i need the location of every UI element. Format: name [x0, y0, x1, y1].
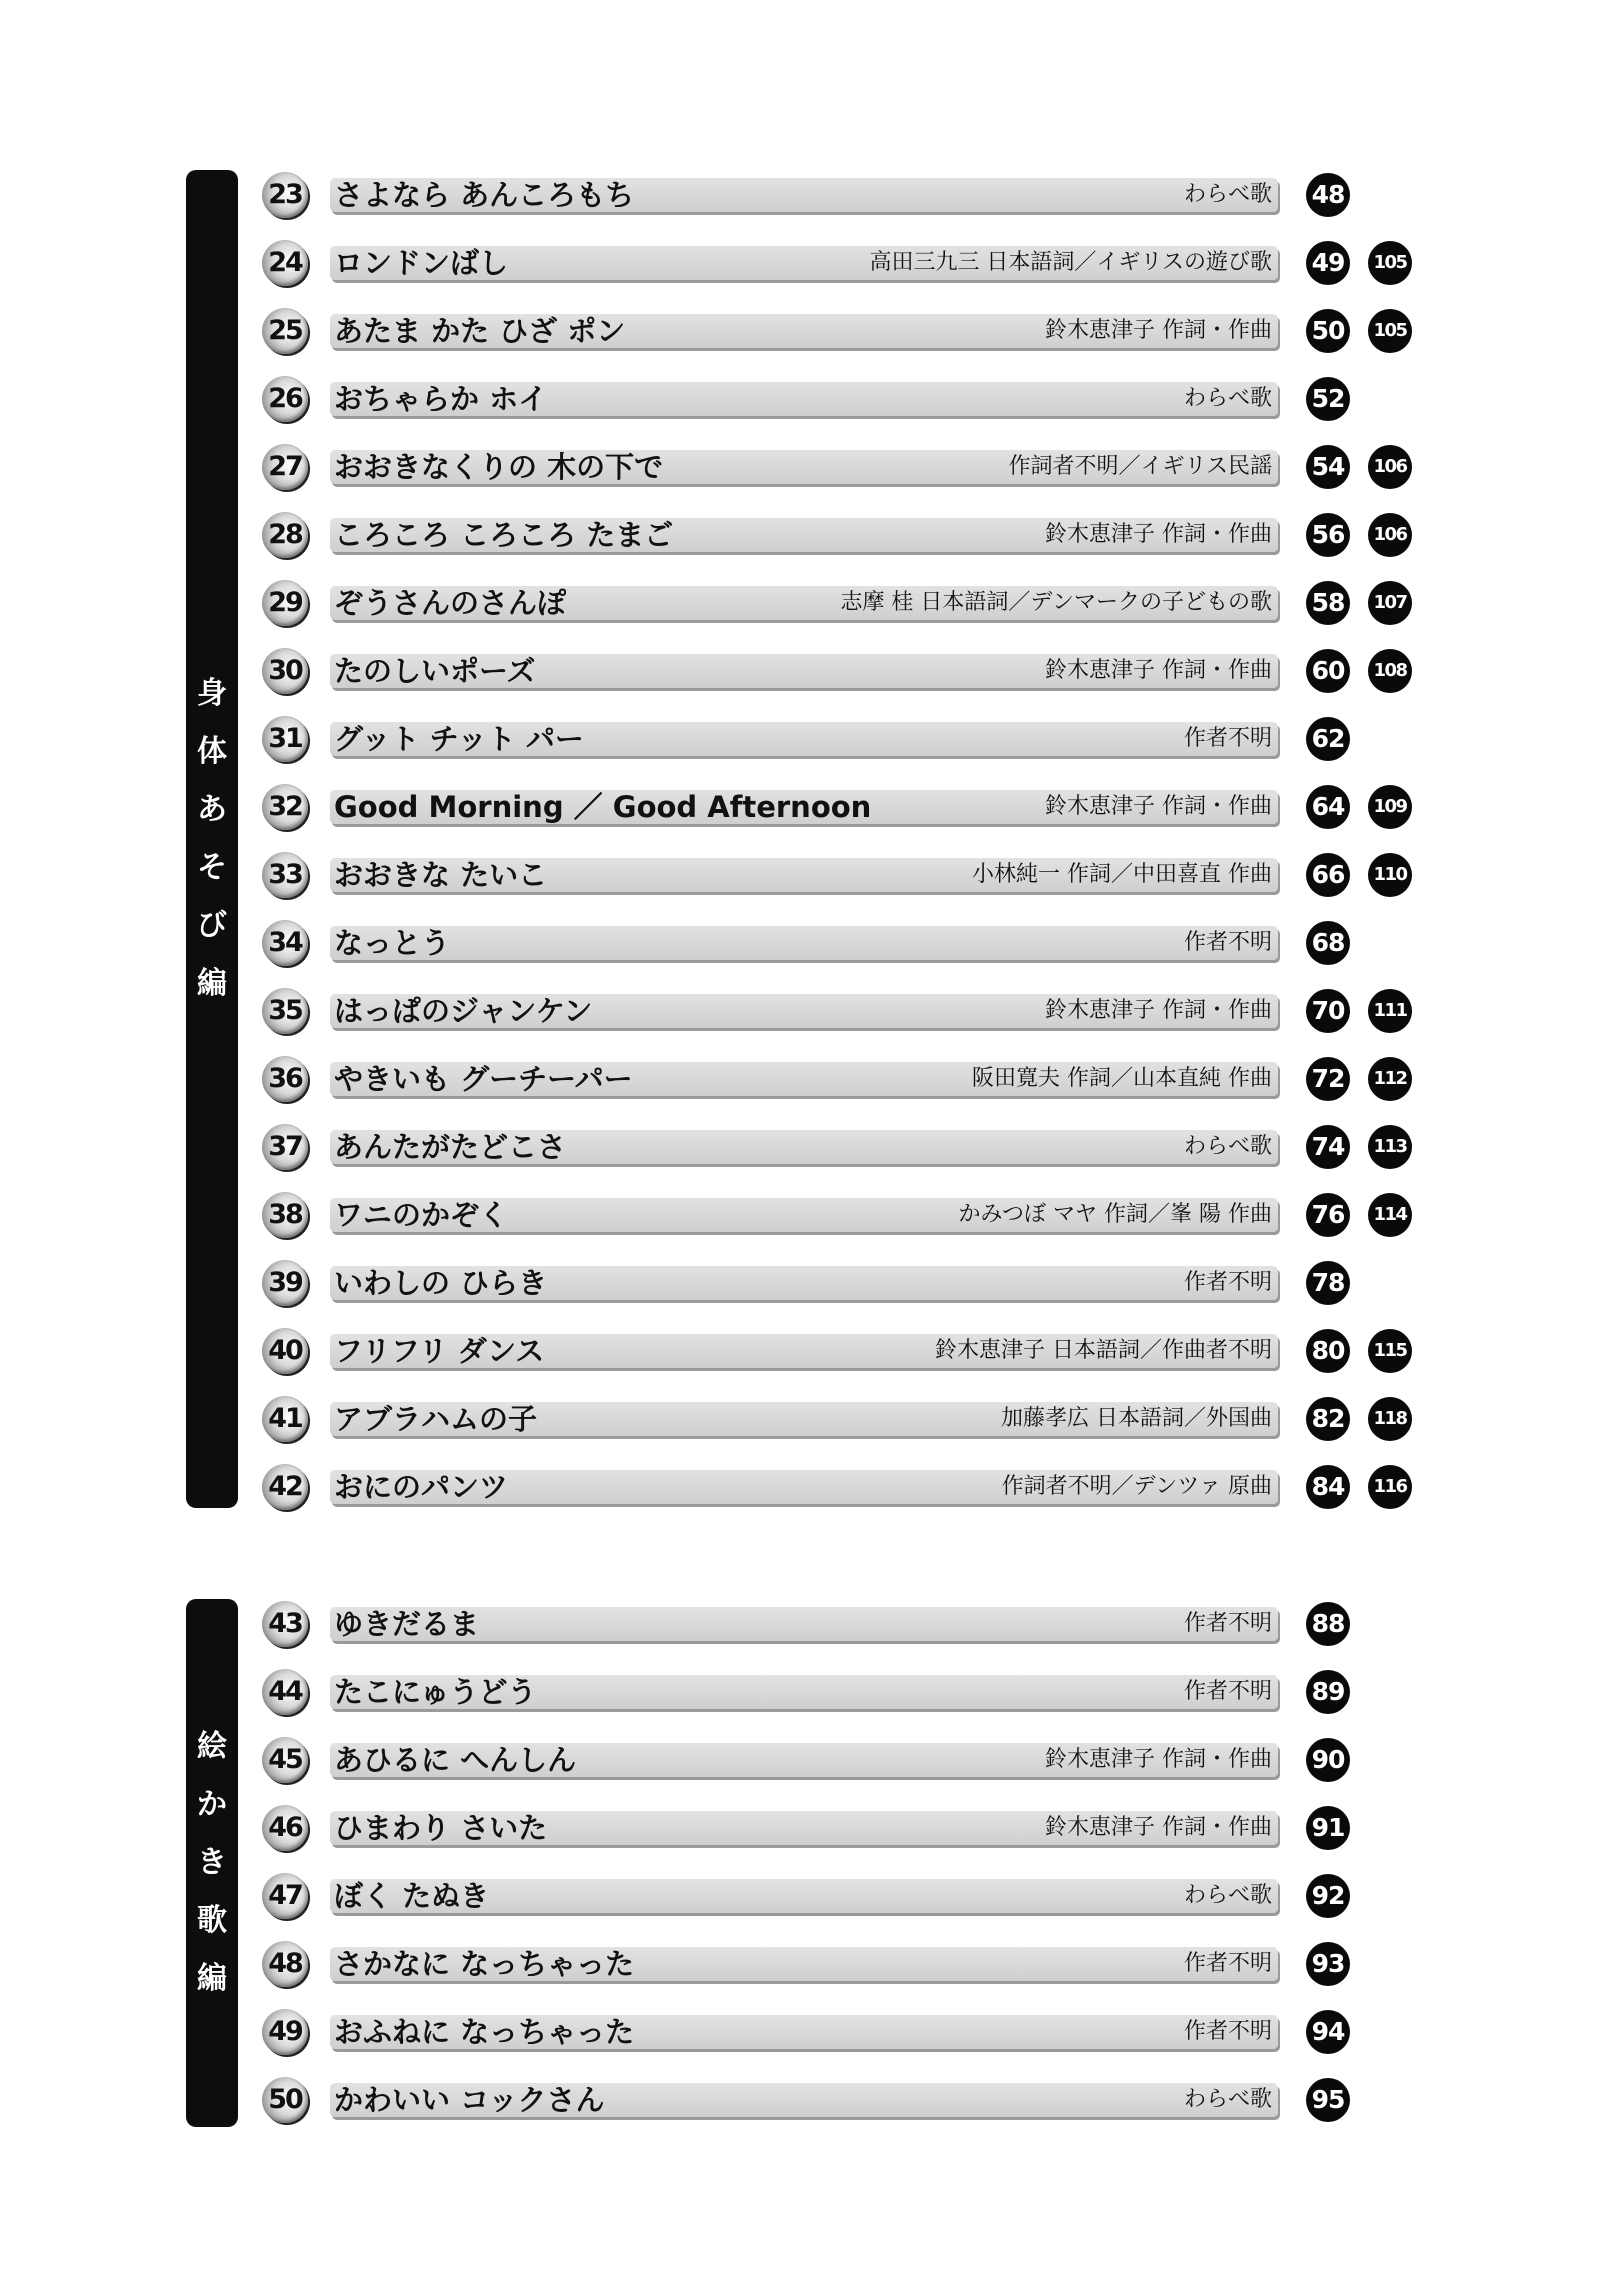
- secondary-page-badge[interactable]: 113: [1368, 1125, 1412, 1169]
- section-tab-body-play: [186, 170, 238, 1508]
- page-number-badge[interactable]: 58: [1306, 581, 1350, 625]
- song-credit: 鈴木恵津子 作詞・作曲: [1045, 318, 1272, 343]
- song-number-badge: 25: [262, 308, 308, 354]
- song-title: なっとう: [334, 926, 451, 960]
- section-tab-drawing-songs: [186, 1599, 238, 2127]
- song-row[interactable]: [262, 1122, 1432, 1172]
- song-credit: 作者不明: [1183, 1611, 1272, 1636]
- song-number-badge: 47: [262, 1873, 308, 1919]
- song-number-badge: 48: [262, 1941, 308, 1987]
- page-number-badge[interactable]: 89: [1306, 1670, 1350, 1714]
- song-title: たこにゅうどう: [334, 1675, 537, 1709]
- song-credit: わらべ歌: [1183, 1134, 1272, 1159]
- secondary-page-badge[interactable]: 118: [1368, 1397, 1412, 1441]
- page-number-badge[interactable]: 64: [1306, 785, 1350, 829]
- song-number-badge: 41: [262, 1396, 308, 1442]
- page-number-badge[interactable]: 76: [1306, 1193, 1350, 1237]
- page-number-badge[interactable]: 66: [1306, 853, 1350, 897]
- song-title: ころころ ころころ たまご: [334, 518, 674, 552]
- secondary-page-badge[interactable]: 111: [1368, 989, 1412, 1033]
- song-number-badge: 45: [262, 1737, 308, 1783]
- secondary-page-badge[interactable]: 109: [1368, 785, 1412, 829]
- song-title: ワニのかぞく: [334, 1198, 509, 1232]
- secondary-page-badge[interactable]: 105: [1368, 309, 1412, 353]
- song-title: おおきなくりの 木の下で: [334, 450, 664, 484]
- song-number-badge: 46: [262, 1805, 308, 1851]
- song-credit: 作者不明: [1183, 930, 1272, 955]
- song-title: あんたがたどこさ: [334, 1130, 567, 1164]
- page-number-badge[interactable]: 95: [1306, 2078, 1350, 2122]
- page-number-badge[interactable]: 92: [1306, 1874, 1350, 1918]
- song-row[interactable]: [262, 1054, 1432, 1104]
- page-number-badge[interactable]: 68: [1306, 921, 1350, 965]
- song-credit: 志摩 桂 日本語詞／デンマークの子どもの歌: [840, 590, 1272, 615]
- page-number-badge[interactable]: 62: [1306, 717, 1350, 761]
- song-credit: 鈴木恵津子 日本語詞／作曲者不明: [935, 1338, 1272, 1363]
- song-title: グット チット パー: [334, 722, 584, 756]
- song-row[interactable]: [262, 1939, 1432, 1989]
- page-number-badge[interactable]: 78: [1306, 1261, 1350, 1305]
- secondary-page-badge[interactable]: 116: [1368, 1465, 1412, 1509]
- section-label-char: 体: [197, 734, 227, 769]
- song-row[interactable]: [262, 238, 1432, 288]
- page-number-badge[interactable]: 94: [1306, 2010, 1350, 2054]
- song-number-badge: 24: [262, 240, 308, 286]
- song-title: あひるに へんしん: [334, 1743, 577, 1777]
- song-row[interactable]: [262, 1258, 1432, 1308]
- secondary-page-badge[interactable]: 110: [1368, 853, 1412, 897]
- song-credit: 鈴木恵津子 作詞・作曲: [1045, 1747, 1272, 1772]
- section-label-char: あ: [197, 792, 227, 827]
- song-credit: 鈴木恵津子 作詞・作曲: [1045, 658, 1272, 683]
- page-number-badge[interactable]: 88: [1306, 1602, 1350, 1646]
- song-title: ロンドンばし: [334, 246, 509, 280]
- song-title: おちゃらか ホイ: [334, 382, 548, 416]
- song-row[interactable]: [262, 1735, 1432, 1785]
- song-credit: 鈴木恵津子 作詞・作曲: [1045, 522, 1272, 547]
- song-number-badge: 44: [262, 1669, 308, 1715]
- song-credit: 加藤孝広 日本語詞／外国曲: [1001, 1406, 1272, 1431]
- song-row[interactable]: [262, 1462, 1432, 1512]
- section-label-char: そ: [197, 850, 227, 885]
- page-number-badge[interactable]: 91: [1306, 1806, 1350, 1850]
- song-number-badge: 43: [262, 1601, 308, 1647]
- secondary-page-badge[interactable]: 106: [1368, 513, 1412, 557]
- song-number-badge: 29: [262, 580, 308, 626]
- song-credit: 阪田寛夫 作詞／山本直純 作曲: [972, 1066, 1272, 1091]
- song-row[interactable]: [262, 578, 1432, 628]
- song-row[interactable]: [262, 714, 1432, 764]
- song-row[interactable]: [262, 1190, 1432, 1240]
- song-title: たのしいポーズ: [334, 654, 536, 688]
- song-row[interactable]: [262, 1599, 1432, 1649]
- song-number-badge: 30: [262, 648, 308, 694]
- song-number-badge: 42: [262, 1464, 308, 1510]
- song-row[interactable]: [262, 374, 1432, 424]
- song-row[interactable]: [262, 646, 1432, 696]
- song-credit: 作者不明: [1183, 1270, 1272, 1295]
- song-credit: 高田三九三 日本語詞／イギリスの遊び歌: [869, 250, 1272, 275]
- page-number-badge[interactable]: 48: [1306, 173, 1350, 217]
- song-title: さかなに なっちゃった: [334, 1947, 635, 1981]
- section-label-char: か: [197, 1787, 227, 1822]
- song-title: さよなら あんころもち: [334, 178, 635, 212]
- song-credit: わらべ歌: [1183, 1883, 1272, 1908]
- secondary-page-badge[interactable]: 108: [1368, 649, 1412, 693]
- page-number-badge[interactable]: 84: [1306, 1465, 1350, 1509]
- song-title: いわしの ひらき: [334, 1266, 548, 1300]
- song-title: アブラハムの子: [334, 1402, 538, 1436]
- song-credit: 作者不明: [1183, 2019, 1272, 2044]
- page-number-badge[interactable]: 56: [1306, 513, 1350, 557]
- song-number-badge: 31: [262, 716, 308, 762]
- song-title: Good Morning ／ Good Afternoon: [334, 790, 872, 824]
- song-title-bar: [330, 926, 1278, 960]
- song-number-badge: 36: [262, 1056, 308, 1102]
- song-title: あたま かた ひざ ポン: [334, 314, 626, 348]
- page-number-badge[interactable]: 50: [1306, 309, 1350, 353]
- song-number-badge: 49: [262, 2009, 308, 2055]
- song-row[interactable]: [262, 1803, 1432, 1853]
- song-title: はっぱのジャンケン: [334, 994, 593, 1028]
- page-number-badge[interactable]: 80: [1306, 1329, 1350, 1373]
- page-number-badge[interactable]: 93: [1306, 1942, 1350, 1986]
- song-title: ぼく たぬき: [334, 1879, 490, 1913]
- song-number-badge: 27: [262, 444, 308, 490]
- section-label-char: 歌: [197, 1903, 227, 1938]
- secondary-page-badge[interactable]: 112: [1368, 1057, 1412, 1101]
- song-number-badge: 33: [262, 852, 308, 898]
- song-title: ゆきだるま: [334, 1607, 480, 1641]
- song-number-badge: 38: [262, 1192, 308, 1238]
- page-number-badge[interactable]: 74: [1306, 1125, 1350, 1169]
- song-row[interactable]: [262, 1667, 1432, 1717]
- page-number-badge[interactable]: 90: [1306, 1738, 1350, 1782]
- page-number-badge[interactable]: 49: [1306, 241, 1350, 285]
- section-label-char: び: [197, 908, 227, 943]
- song-credit: 作者不明: [1183, 1951, 1272, 1976]
- song-row[interactable]: [262, 918, 1432, 968]
- song-number-badge: 23: [262, 172, 308, 218]
- section-label-char: き: [197, 1845, 227, 1880]
- song-row[interactable]: [262, 850, 1432, 900]
- song-credit: 作詞者不明／デンツァ 原曲: [1001, 1474, 1272, 1499]
- section-label-char: 絵: [197, 1729, 227, 1764]
- song-number-badge: 34: [262, 920, 308, 966]
- song-row[interactable]: [262, 2007, 1432, 2057]
- song-row[interactable]: [262, 2075, 1432, 2125]
- song-number-badge: 35: [262, 988, 308, 1034]
- song-row[interactable]: [262, 306, 1432, 356]
- song-title: フリフリ ダンス: [334, 1334, 545, 1368]
- secondary-page-badge[interactable]: 105: [1368, 241, 1412, 285]
- song-credit: 作者不明: [1183, 1679, 1272, 1704]
- secondary-page-badge[interactable]: 115: [1368, 1329, 1412, 1373]
- section-label-char: 編: [197, 1961, 227, 1996]
- song-row[interactable]: [262, 782, 1432, 832]
- song-row[interactable]: [262, 1394, 1432, 1444]
- song-row[interactable]: [262, 510, 1432, 560]
- section-label-char: 編: [197, 966, 227, 1001]
- song-credit: わらべ歌: [1183, 386, 1272, 411]
- song-title: ひまわり さいた: [334, 1811, 548, 1845]
- song-title: かわいい コックさん: [334, 2083, 605, 2117]
- song-credit: 鈴木恵津子 作詞・作曲: [1045, 794, 1272, 819]
- page-number-badge[interactable]: 70: [1306, 989, 1350, 1033]
- secondary-page-badge[interactable]: 114: [1368, 1193, 1412, 1237]
- song-number-badge: 39: [262, 1260, 308, 1306]
- song-credit: わらべ歌: [1183, 2087, 1272, 2112]
- song-number-badge: 32: [262, 784, 308, 830]
- song-credit: かみつぼ マヤ 作詞／峯 陽 作曲: [958, 1202, 1272, 1227]
- secondary-page-badge[interactable]: 106: [1368, 445, 1412, 489]
- song-row[interactable]: [262, 1871, 1432, 1921]
- secondary-page-badge[interactable]: 107: [1368, 581, 1412, 625]
- song-credit: 鈴木恵津子 作詞・作曲: [1045, 998, 1272, 1023]
- song-title: やきいも グーチーパー: [334, 1062, 633, 1096]
- song-title: おふねに なっちゃった: [334, 2015, 635, 2049]
- song-number-badge: 26: [262, 376, 308, 422]
- song-row[interactable]: [262, 442, 1432, 492]
- song-number-badge: 28: [262, 512, 308, 558]
- section-label-char: 身: [197, 676, 227, 711]
- song-title: ぞうさんのさんぽ: [334, 586, 567, 620]
- song-row[interactable]: [262, 170, 1432, 220]
- page-number-badge[interactable]: 54: [1306, 445, 1350, 489]
- song-credit: 作者不明: [1183, 726, 1272, 751]
- song-row[interactable]: [262, 986, 1432, 1036]
- song-title: おにのパンツ: [334, 1470, 509, 1504]
- song-credit: 小林純一 作詞／中田喜直 作曲: [972, 862, 1272, 887]
- song-credit: 作詞者不明／イギリス民謡: [1008, 454, 1272, 479]
- page-number-badge[interactable]: 82: [1306, 1397, 1350, 1441]
- page-number-badge[interactable]: 52: [1306, 377, 1350, 421]
- song-number-badge: 50: [262, 2077, 308, 2123]
- song-number-badge: 37: [262, 1124, 308, 1170]
- song-credit: わらべ歌: [1183, 182, 1272, 207]
- page-number-badge[interactable]: 60: [1306, 649, 1350, 693]
- song-title: おおきな たいこ: [334, 858, 548, 892]
- song-number-badge: 40: [262, 1328, 308, 1374]
- page-number-badge[interactable]: 72: [1306, 1057, 1350, 1101]
- song-credit: 鈴木恵津子 作詞・作曲: [1045, 1815, 1272, 1840]
- song-row[interactable]: [262, 1326, 1432, 1376]
